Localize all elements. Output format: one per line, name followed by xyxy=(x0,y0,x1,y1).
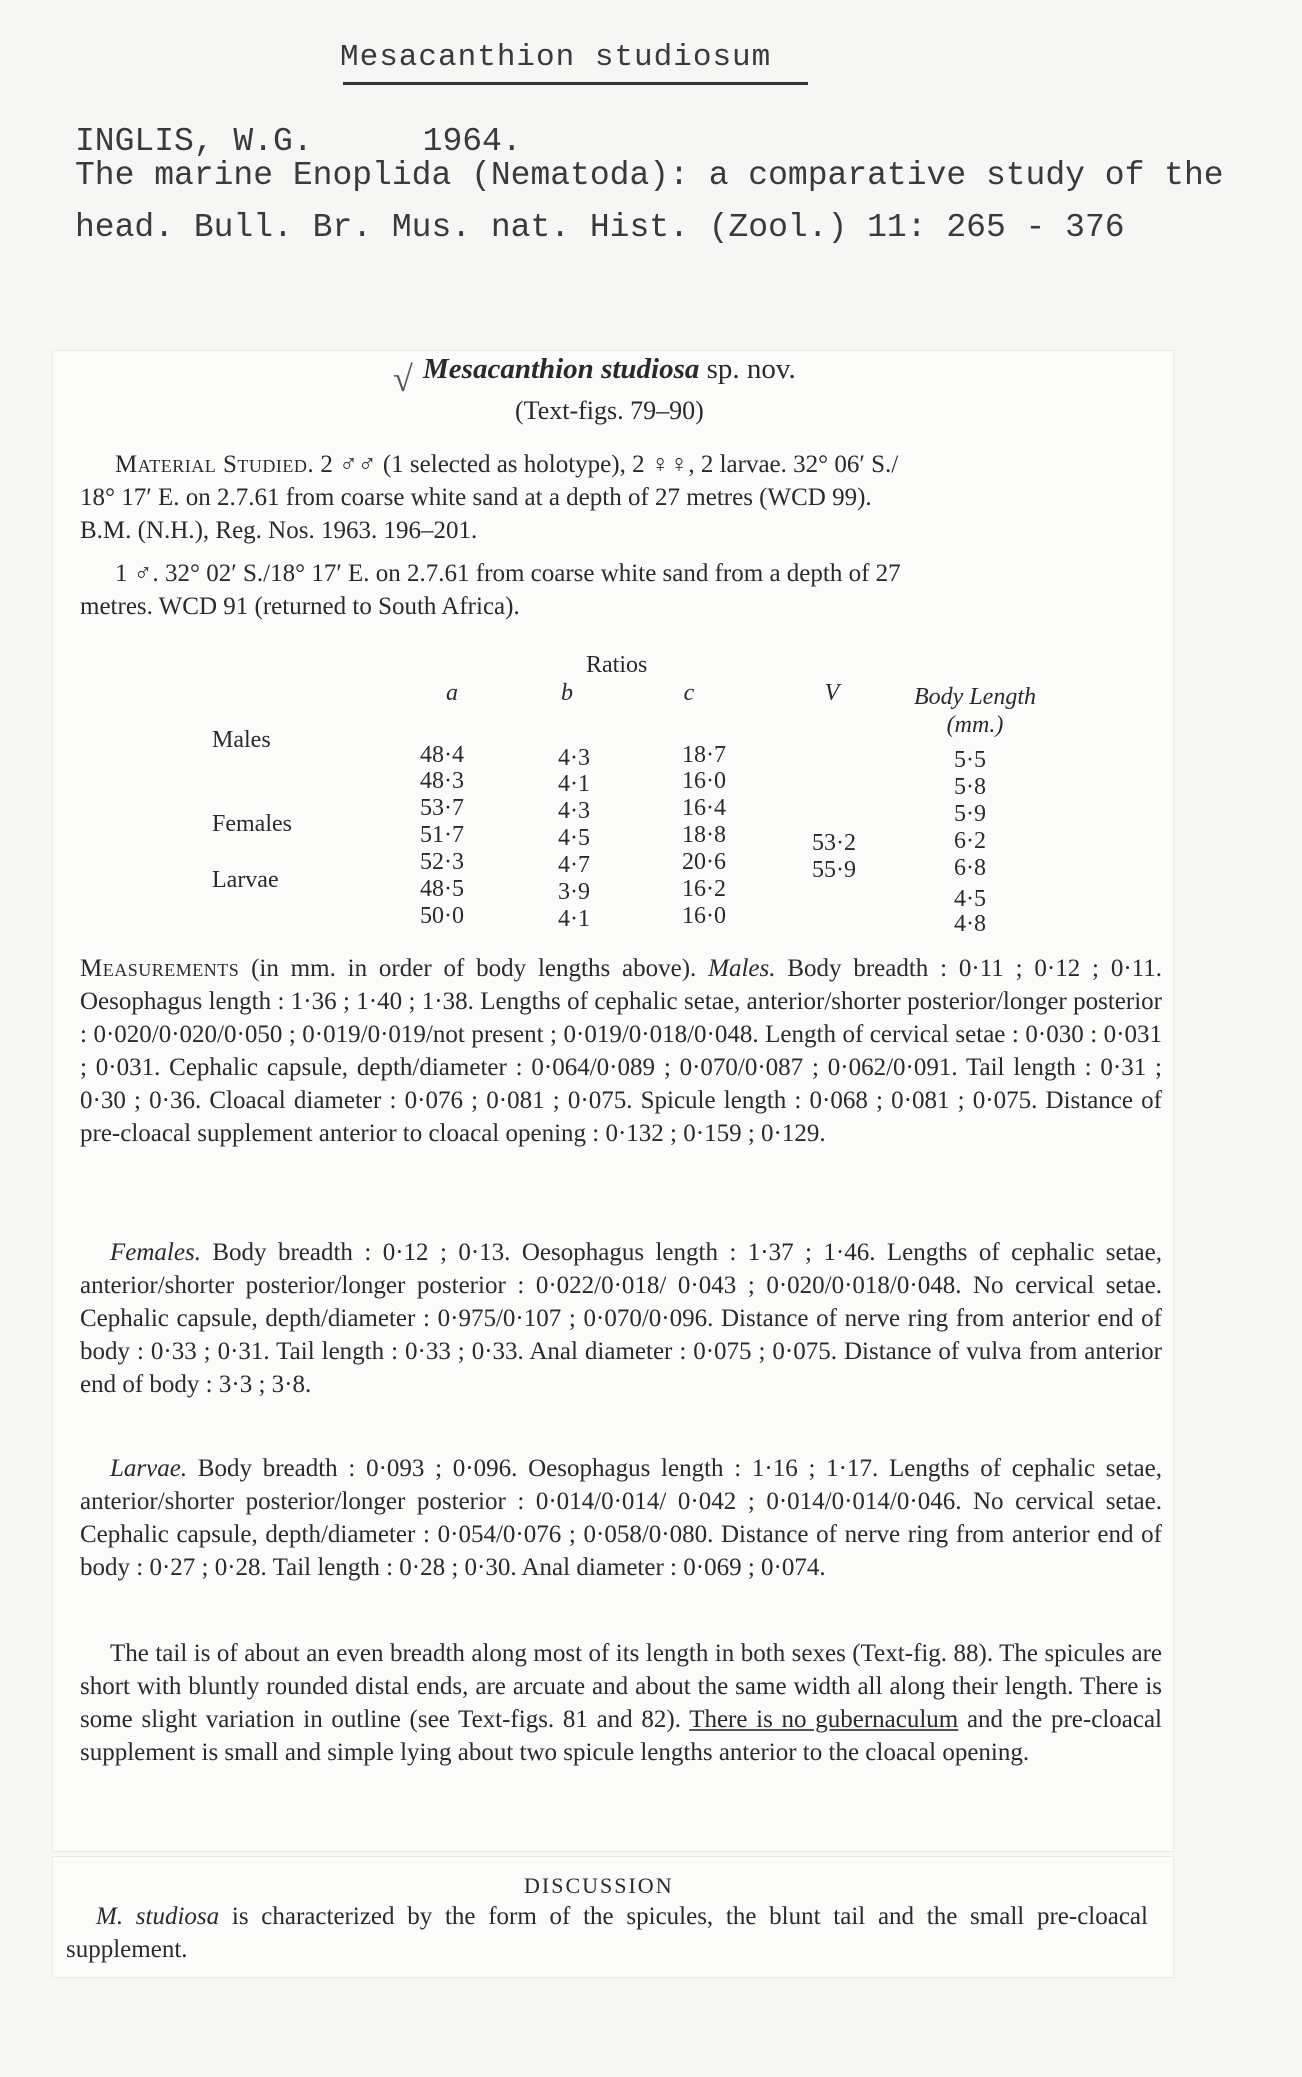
column-header-b: b xyxy=(561,680,573,706)
table-cell-b: 4·7 xyxy=(558,852,590,878)
tail-paragraph xyxy=(80,1637,1162,1769)
reference-author: INGLIS, W.G. xyxy=(75,123,313,160)
females-text: Body breadth : 0·12 ; 0·13. Oesophagus length : 1·37 ; 1·46. Lengths of cephalic setae, anterior/shorter posterior/longer posterior : 0·022/0·018/ 0·043 ; 0·020/0·018/0·048. No cervical setae. Cephalic capsule, depth/diameter : 0·975/0·107 ; 0·070/0·096. Distance of nerve ring from anterior end of body : 0·33 ; 0·31. Tail length : 0·33 ; 0·33. Anal diameter : 0·075 ; 0·075. Distance of vulva from anterior end of body : 3·3 ; 3·8. xyxy=(80,1239,1162,1398)
table-cell-a: 48·4 xyxy=(420,742,464,768)
table-cell-b: 4·1 xyxy=(558,906,590,932)
table-cell-b: 4·3 xyxy=(558,745,590,771)
column-header-c: c xyxy=(683,680,695,706)
table-cell-a: 48·3 xyxy=(420,768,464,794)
table-cell-c: 16·2 xyxy=(682,876,726,902)
measurements-larvae xyxy=(80,1452,1162,1584)
material-line1: 2 ♂♂ (1 selected as holotype), 2 ♀♀, 2 larvae. 32° 06′ S./ xyxy=(320,451,899,478)
table-cell-a: 51·7 xyxy=(420,822,464,848)
table-cell-c: 18·8 xyxy=(682,822,726,848)
material-line5: metres. WCD 91 (returned to South Africa). xyxy=(80,593,520,620)
species-name: Mesacanthion studiosa xyxy=(423,353,700,385)
discussion-species: M. studiosa xyxy=(96,1903,220,1930)
table-cell-length: 6·8 xyxy=(954,855,986,881)
discussion-heading: DISCUSSION xyxy=(524,1873,674,1898)
page-title: Mesacanthion studiosum xyxy=(340,40,772,75)
material-heading: Material Studied. xyxy=(115,451,315,478)
discussion-body: is characterized by the form of the spicules, the blunt tail and the small pre-cloacal supplement. xyxy=(66,1903,1148,1963)
measurements-heading: Measurements xyxy=(80,955,240,982)
table-cell-b: 4·5 xyxy=(558,825,590,851)
reference-citation-line1: The marine Enoplida (Nematoda): a comparative study of the xyxy=(75,157,1224,194)
table-cell-a: 50·0 xyxy=(420,903,464,929)
table-cell-length: 5·8 xyxy=(954,774,986,800)
species-figures: (Text-figs. 79–90) xyxy=(515,396,704,425)
species-suffix: sp. nov. xyxy=(706,353,796,385)
table-cell-length: 4·5 xyxy=(954,886,986,912)
table-cell-c: 18·7 xyxy=(682,742,726,768)
larvae-label: Larvae. xyxy=(110,1455,188,1482)
ratios-group-header: Ratios xyxy=(586,652,648,678)
title-underline xyxy=(343,82,808,85)
column-header-v: V xyxy=(824,680,840,706)
larvae-text: Body breadth : 0·093 ; 0·096. Oesophagus length : 1·16 ; 1·17. Lengths of cephalic setae, anterior/shorter posterior/longer posterior : 0·014/0·014/ 0·042 ; 0·014/0·014/0·046. No cervical setae. Cephalic capsule, depth/diameter : 0·054/0·076 ; 0·058/0·080. Distance of nerve ring from anterior end of body : 0·27 ; 0·28. Tail length : 0·28 ; 0·30. Anal diameter : 0·069 ; 0·074. xyxy=(80,1455,1162,1581)
measurements-intro: (in mm. in order of body lengths above). xyxy=(239,955,709,982)
check-mark-icon: √ xyxy=(393,359,413,399)
table-cell-c: 20·6 xyxy=(682,849,726,875)
table-cell-a: 53·7 xyxy=(420,795,464,821)
reference-citation-line2: head. Bull. Br. Mus. nat. Hist. (Zool.) 11: 265 - 376 xyxy=(75,209,1125,246)
females-label: Females. xyxy=(110,1239,201,1266)
males-label: Males. xyxy=(708,955,776,982)
column-header-unit: (mm.) xyxy=(946,712,1004,738)
material-line4: 1 ♂. 32° 02′ S./18° 17′ E. on 2.7.61 from coarse white sand from a depth of 27 xyxy=(115,560,901,587)
measurements-males xyxy=(80,952,1162,1150)
table-cell-a: 52·3 xyxy=(420,849,464,875)
material-studied xyxy=(80,448,1170,623)
measurements-females xyxy=(80,1236,1162,1401)
table-cell-b: 4·3 xyxy=(558,798,590,824)
underlined-phrase: There is no gubernaculum xyxy=(689,1706,959,1733)
column-header-a: a xyxy=(446,680,458,706)
males-text: Body breadth : 0·11 ; 0·12 ; 0·11. Oesophagus length : 1·36 ; 1·40 ; 1·38. Lengths of cephalic setae, anterior/shorter posterior/longer posterior : 0·020/0·020/0·050 ; 0·019/0·019/not present ; 0·019/0·018/0·048. Length of cervical setae : 0·030 : 0·031 ; 0·031. Cephalic capsule, depth/diameter : 0·064/0·089 ; 0·070/0·087 ; 0·062/0·091. Tail length : 0·31 ; 0·30 ; 0·36. Cloacal diameter : 0·076 ; 0·081 ; 0·075. Spicule length : 0·068 ; 0·081 ; 0·075. Distance of pre-cloacal supplement anterior to cloacal opening : 0·132 ; 0·159 ; 0·129. xyxy=(80,955,1162,1147)
reference-author-line xyxy=(75,123,522,160)
material-line2: 18° 17′ E. on 2.7.61 from coarse white sand at a depth of 27 metres (WCD 99). xyxy=(80,484,872,511)
row-label-larvae: Larvae xyxy=(212,867,279,893)
tail-text-before: The tail is of about an even breadth along most of its length in both sexes (Text-fig. 88). The spicules are short with bluntly rounded distal ends, are arcuate and about the same width all along their length. There is some slight variation in outline (see Text-figs. 81 and 82). xyxy=(80,1640,1162,1733)
table-cell-v: 53·2 xyxy=(812,830,856,856)
discussion-text xyxy=(66,1900,1148,1966)
table-cell-length: 5·5 xyxy=(954,747,986,773)
table-cell-c: 16·4 xyxy=(682,795,726,821)
tail-text-after: and the pre-cloacal supplement is small and simple lying about two spicule lengths anterior to the cloacal opening. xyxy=(80,1706,1162,1766)
row-label-males: Males xyxy=(212,727,271,753)
species-heading xyxy=(423,353,796,386)
table-cell-length: 5·9 xyxy=(954,801,986,827)
reference-year: 1964. xyxy=(422,123,522,160)
table-cell-c: 16·0 xyxy=(682,903,726,929)
table-cell-v: 55·9 xyxy=(812,857,856,883)
table-cell-a: 48·5 xyxy=(420,876,464,902)
table-cell-length: 4·8 xyxy=(954,911,986,937)
table-cell-length: 6·2 xyxy=(954,828,986,854)
table-cell-b: 4·1 xyxy=(558,771,590,797)
material-line3: B.M. (N.H.), Reg. Nos. 1963. 196–201. xyxy=(80,517,478,544)
table-cell-b: 3·9 xyxy=(558,879,590,905)
table-cell-c: 16·0 xyxy=(682,768,726,794)
column-header-body-length: Body Length xyxy=(914,684,1036,710)
row-label-females: Females xyxy=(212,811,292,837)
